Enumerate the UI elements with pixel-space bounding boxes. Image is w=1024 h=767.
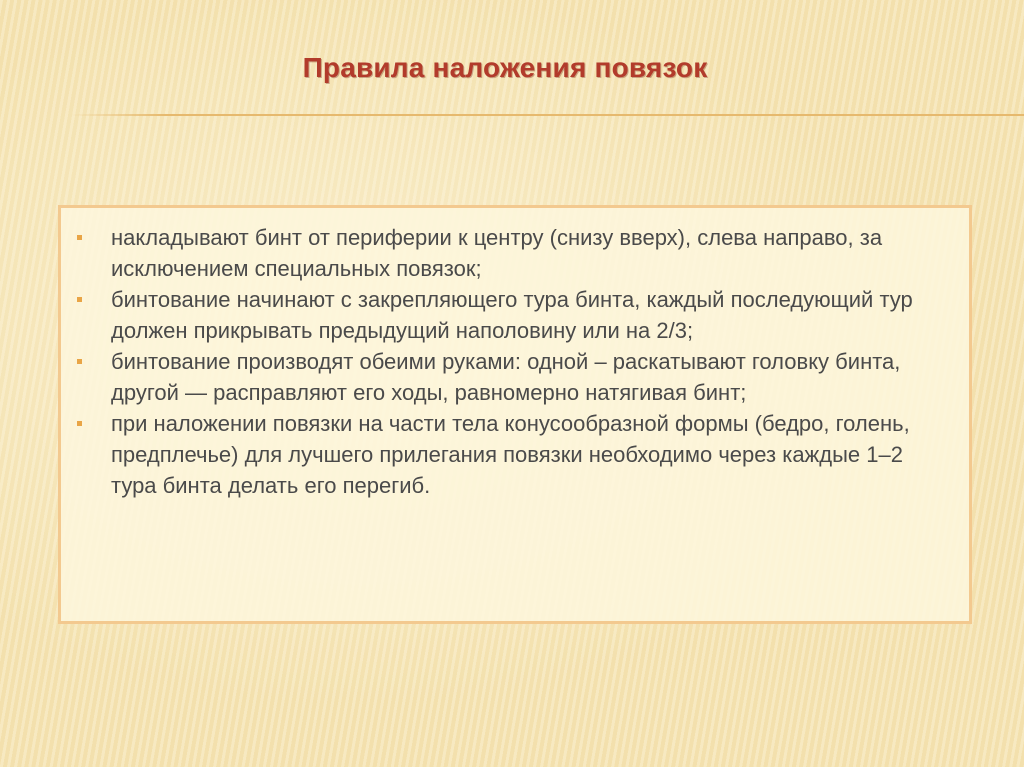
- title-divider: [70, 114, 1024, 116]
- bullet-marker-icon: [77, 297, 82, 302]
- bullet-list: [91, 222, 939, 501]
- bullet-item: [91, 222, 939, 284]
- bullet-text: бинтование начинают с закрепляющего тура бинта, каждый последующий тур должен прикрывать предыдущий наполовину или на 2/3;: [111, 287, 913, 343]
- bullet-item: [91, 408, 939, 501]
- bullet-item: [91, 284, 939, 346]
- bullet-text: при наложении повязки на части тела конусообразной формы (бедро, голень, предплечье) для лучшего прилегания повязки необходимо через каждые 1–2 тура бинта делать его перегиб.: [111, 411, 910, 498]
- slide-title: Правила наложения повязок: [302, 52, 708, 83]
- bullet-marker-icon: [77, 235, 82, 240]
- bullet-marker-icon: [77, 359, 82, 364]
- bullet-marker-icon: [77, 421, 82, 426]
- content-box: [58, 205, 972, 624]
- bullet-text: накладывают бинт от периферии к центру (снизу вверх), слева направо, за исключением специальных повязок;: [111, 225, 883, 281]
- bullet-text: бинтование производят обеими руками: одной – раскатывают головку бинта, другой — расправляют его ходы, равномерно натягивая бинт;: [111, 349, 901, 405]
- bullet-item: [91, 346, 939, 408]
